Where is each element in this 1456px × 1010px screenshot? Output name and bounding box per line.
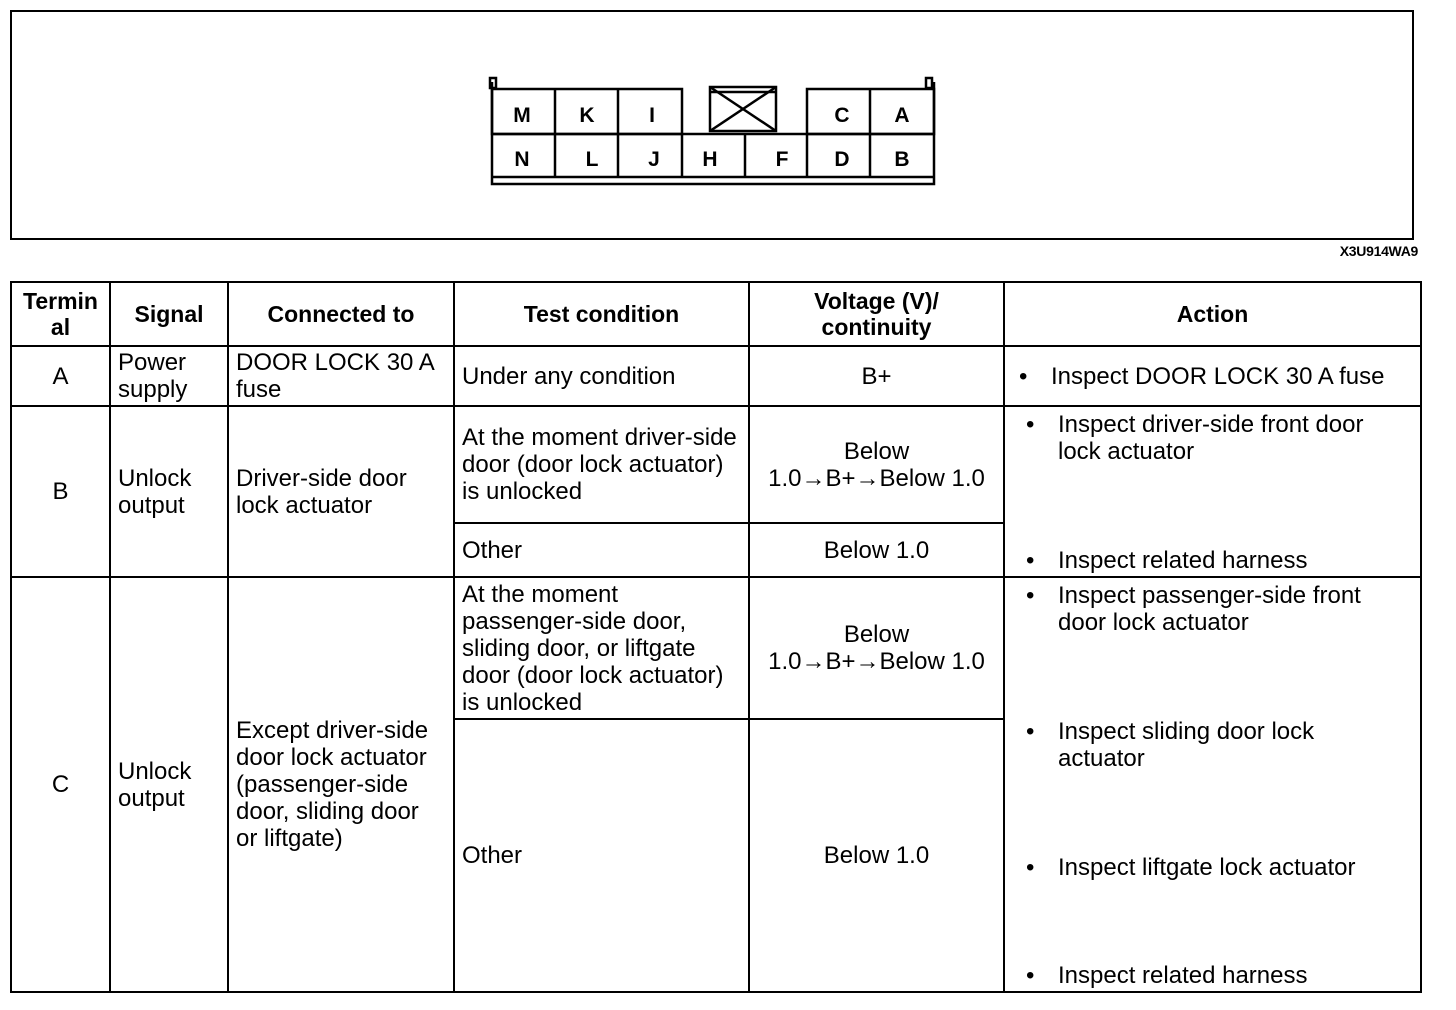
action-item: • Inspect passenger-side front door lock actuator [1012,582,1413,718]
pin-label: H [702,148,718,171]
action-item: • Inspect DOOR LOCK 30 A fuse [1005,363,1420,390]
connected-to-cell: Except driver-side door lock actuator (passenger-side door, sliding door or liftgate) [228,577,454,992]
voltage-cell: Below 1.0→B+→Below 1.0 [749,406,1004,523]
connector-diagram [12,12,1412,238]
pin-label: M [513,104,531,127]
pin-label: B [894,148,910,171]
connected-to-cell: Driver-side door lock actuator [228,406,454,577]
header-voltage: Voltage (V)/ continuity [749,282,1004,346]
voltage-cell: Below 1.0→B+→Below 1.0 [749,577,1004,719]
action-item: • Inspect related harness [1012,547,1413,574]
header-terminal: Terminal [11,282,110,346]
action-list [1012,580,1413,989]
header-test-condition: Test condition [454,282,749,346]
voltage-cell: Below 1.0 [749,523,1004,577]
diagram-code: X3U914WA9 [1339,243,1418,259]
pin-label: K [579,104,595,127]
pin-label: J [648,148,660,171]
voltage-cell: B+ [749,346,1004,406]
action-item: • Inspect liftgate lock actuator [1012,854,1413,962]
action-cell [1004,406,1421,577]
header-action: Action [1004,282,1421,346]
test-condition-cell: Other [454,523,749,577]
pin-label: A [894,104,910,127]
pin-label: C [834,104,850,127]
action-item: • Inspect driver-side front door lock actuator [1012,411,1413,547]
terminal-cell: C [11,577,110,992]
pin-label: D [834,148,850,171]
header-connected-to: Connected to [228,282,454,346]
table-row [11,577,1421,719]
pin-label: L [585,148,599,171]
test-condition-cell: Other [454,719,749,992]
action-cell [1004,346,1421,406]
test-condition-cell: At the moment passenger-side door, sliding door, or liftgate door (door lock actuator) is unlocked [454,577,749,719]
test-condition-cell: At the moment driver-side door (door lock actuator) is unlocked [454,406,749,523]
action-cell [1004,577,1421,992]
terminal-cell: A [11,346,110,406]
test-condition-cell: Under any condition [454,346,749,406]
terminal-cell: B [11,406,110,577]
action-item: • Inspect related harness [1012,962,1413,989]
pin-label: I [649,104,655,127]
action-list [1012,409,1413,574]
table-header-row [11,282,1421,346]
table-row [11,406,1421,523]
action-list [1005,363,1420,390]
table-row [11,346,1421,406]
action-item: • Inspect sliding door lock actuator [1012,718,1413,854]
voltage-cell: Below 1.0 [749,719,1004,992]
connected-to-cell: DOOR LOCK 30 A fuse [228,346,454,406]
signal-cell: Power supply [110,346,228,406]
pin-label: N [514,148,530,171]
signal-cell: Unlock output [110,577,228,992]
pin-label: F [775,148,789,171]
header-signal: Signal [110,282,228,346]
terminal-inspection-table [10,281,1422,993]
connector-diagram-frame [10,10,1414,240]
signal-cell: Unlock output [110,406,228,577]
